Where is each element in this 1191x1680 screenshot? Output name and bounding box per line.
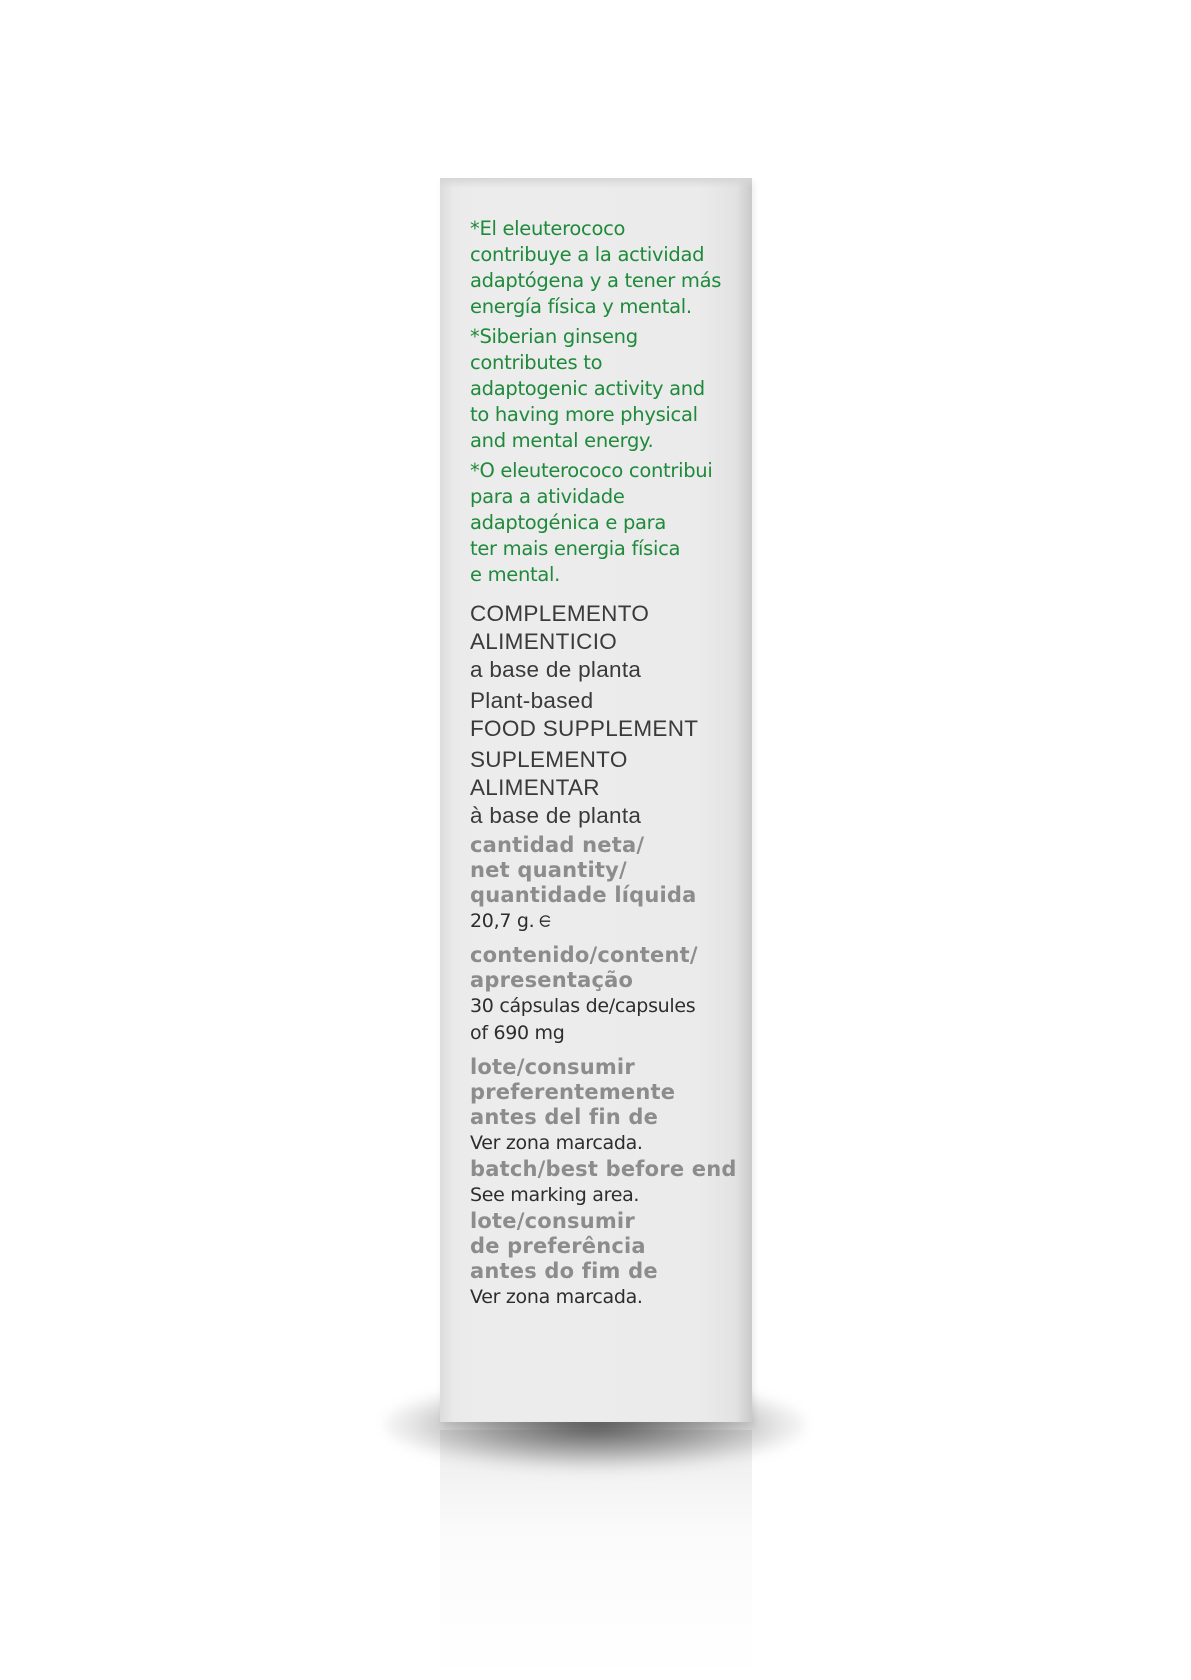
- batch-label-pt-line: lote/consumir: [470, 1209, 635, 1233]
- claim-pt: [470, 458, 742, 588]
- product-type-en-line: FOOD SUPPLEMENT: [470, 716, 699, 741]
- batch-label-pt: [470, 1209, 742, 1284]
- product-type-pt-line: ALIMENTAR: [470, 775, 600, 800]
- net-quantity-label-line: quantidade líquida: [470, 883, 697, 907]
- content-label-line: apresentação: [470, 968, 634, 992]
- product-type-en: [470, 687, 742, 743]
- product-type-en-line: Plant-based: [470, 688, 594, 713]
- product-type-es-line: COMPLEMENTO: [470, 601, 650, 626]
- claim-es-line: contribuye a la actividad: [470, 243, 705, 266]
- product-type-es-line: a base de planta: [470, 657, 642, 682]
- claim-es: [470, 216, 742, 320]
- claim-en-line: to having more physical: [470, 403, 698, 426]
- product-box-side-panel: [440, 178, 752, 1422]
- claim-pt-line: e mental.: [470, 563, 561, 586]
- claim-en-line: contributes to: [470, 351, 603, 374]
- batch-value-en: See marking area.: [470, 1184, 640, 1206]
- batch-label-pt-line: antes do fim de: [470, 1259, 658, 1283]
- batch-label-es-line: preferentemente: [470, 1080, 676, 1104]
- claim-pt-line: ter mais energia física: [470, 537, 681, 560]
- product-type-es: [470, 600, 742, 684]
- claim-pt-line: adaptogénica e para: [470, 511, 667, 534]
- product-type-pt-line: à base de planta: [470, 803, 642, 828]
- content-label-line: contenido/content/: [470, 943, 698, 967]
- batch-label-es-line: lote/consumir: [470, 1055, 635, 1079]
- net-quantity-label: [470, 833, 742, 908]
- batch-label-en: [470, 1157, 742, 1182]
- batch-value-es: Ver zona marcada.: [470, 1132, 643, 1154]
- claim-en-line: adaptogenic activity and: [470, 377, 705, 400]
- claim-pt-line: *O eleuterococo contribui: [470, 459, 713, 482]
- batch-label-es-line: antes del fin de: [470, 1105, 659, 1129]
- batch-label-es: [470, 1055, 742, 1130]
- net-quantity-label-line: net quantity/: [470, 858, 627, 882]
- net-quantity-label-line: cantidad neta/: [470, 833, 645, 857]
- claim-es-line: energía física y mental.: [470, 295, 692, 318]
- panel-content: [470, 216, 742, 1311]
- batch-label-pt-line: de preferência: [470, 1234, 646, 1258]
- batch-label-en-line: batch/best before end: [470, 1157, 737, 1181]
- product-type-pt: [470, 746, 742, 830]
- content-value-line: 30 cápsulas de/capsules: [470, 995, 696, 1017]
- claim-en-line: *Siberian ginseng: [470, 325, 638, 348]
- content-value-line: of 690 mg: [470, 1022, 565, 1044]
- product-type-pt-line: SUPLEMENTO: [470, 747, 628, 772]
- net-quantity-amount: 20,7 g.: [470, 910, 535, 932]
- batch-value-pt: Ver zona marcada.: [470, 1286, 643, 1308]
- claim-es-line: adaptógena y a tener más: [470, 269, 722, 292]
- box-top-edge: [440, 178, 752, 188]
- claim-en: [470, 324, 742, 454]
- content-label: [470, 943, 742, 993]
- claim-en-line: and mental energy.: [470, 429, 654, 452]
- claim-pt-line: para a atividade: [470, 485, 625, 508]
- estimated-sign-icon: [538, 914, 552, 928]
- product-type-es-line: ALIMENTICIO: [470, 629, 618, 654]
- content-value: [470, 993, 742, 1047]
- net-quantity-value: [470, 908, 742, 935]
- claim-es-line: *El eleuterococo: [470, 217, 626, 240]
